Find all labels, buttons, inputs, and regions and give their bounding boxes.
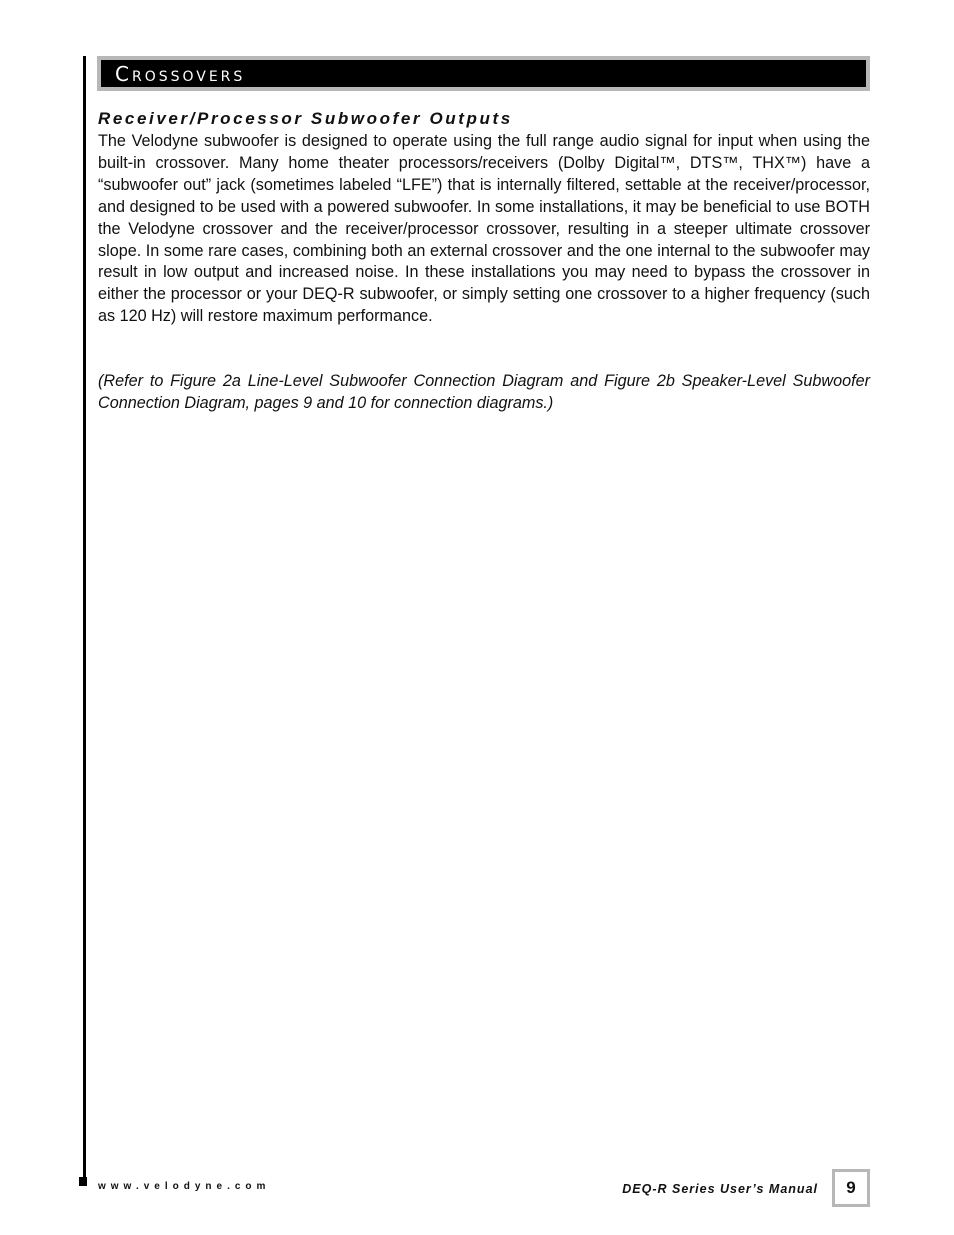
footer-website: www.velodyne.com <box>98 1181 271 1192</box>
section-title: Crossovers <box>115 61 246 86</box>
page-number-inner <box>835 1172 867 1204</box>
page-number: 9 <box>846 1178 856 1197</box>
page-number-box <box>832 1169 870 1207</box>
left-margin-marker <box>79 1177 87 1186</box>
footer-manual-title: DEQ-R Series User’s Manual <box>622 1182 818 1196</box>
left-margin-rule <box>83 56 86 1178</box>
section-title-bar-inner <box>101 60 866 87</box>
section-title-bar <box>97 56 870 91</box>
body-paragraph: The Velodyne subwoofer is designed to operate using the full range audio signal for input when using the built-in crossover. Many home theater processors/receivers (Dolby Digital™, DTS™, THX™) have a “subwoofer out” jack (sometimes labeled “LFE”) that is internally filtered, settable at the receiver/processor, and designed to be used with a powered subwoofer. In some installations, it may be beneficial to use BOTH the Velodyne crossover and the receiver/processor crossover, resulting in a steeper ultimate crossover slope. In some rare cases, combining both an external crossover and the one internal to the subwoofer may result in low output and increased noise. In these installations you may need to bypass the crossover in either the processor or your DEQ-R subwoofer, or simply setting one crossover to a higher frequency (such as 120 Hz) will restore maximum performance. <box>98 132 870 326</box>
subsection-heading: Receiver/Processor Subwoofer Outputs <box>98 109 513 128</box>
reference-note: (Refer to Figure 2a Line-Level Subwoofer Connection Diagram and Figure 2b Speaker-Level Subwoofer Connection Diagram, pages 9 and 10 for connection diagrams.) <box>98 372 870 412</box>
